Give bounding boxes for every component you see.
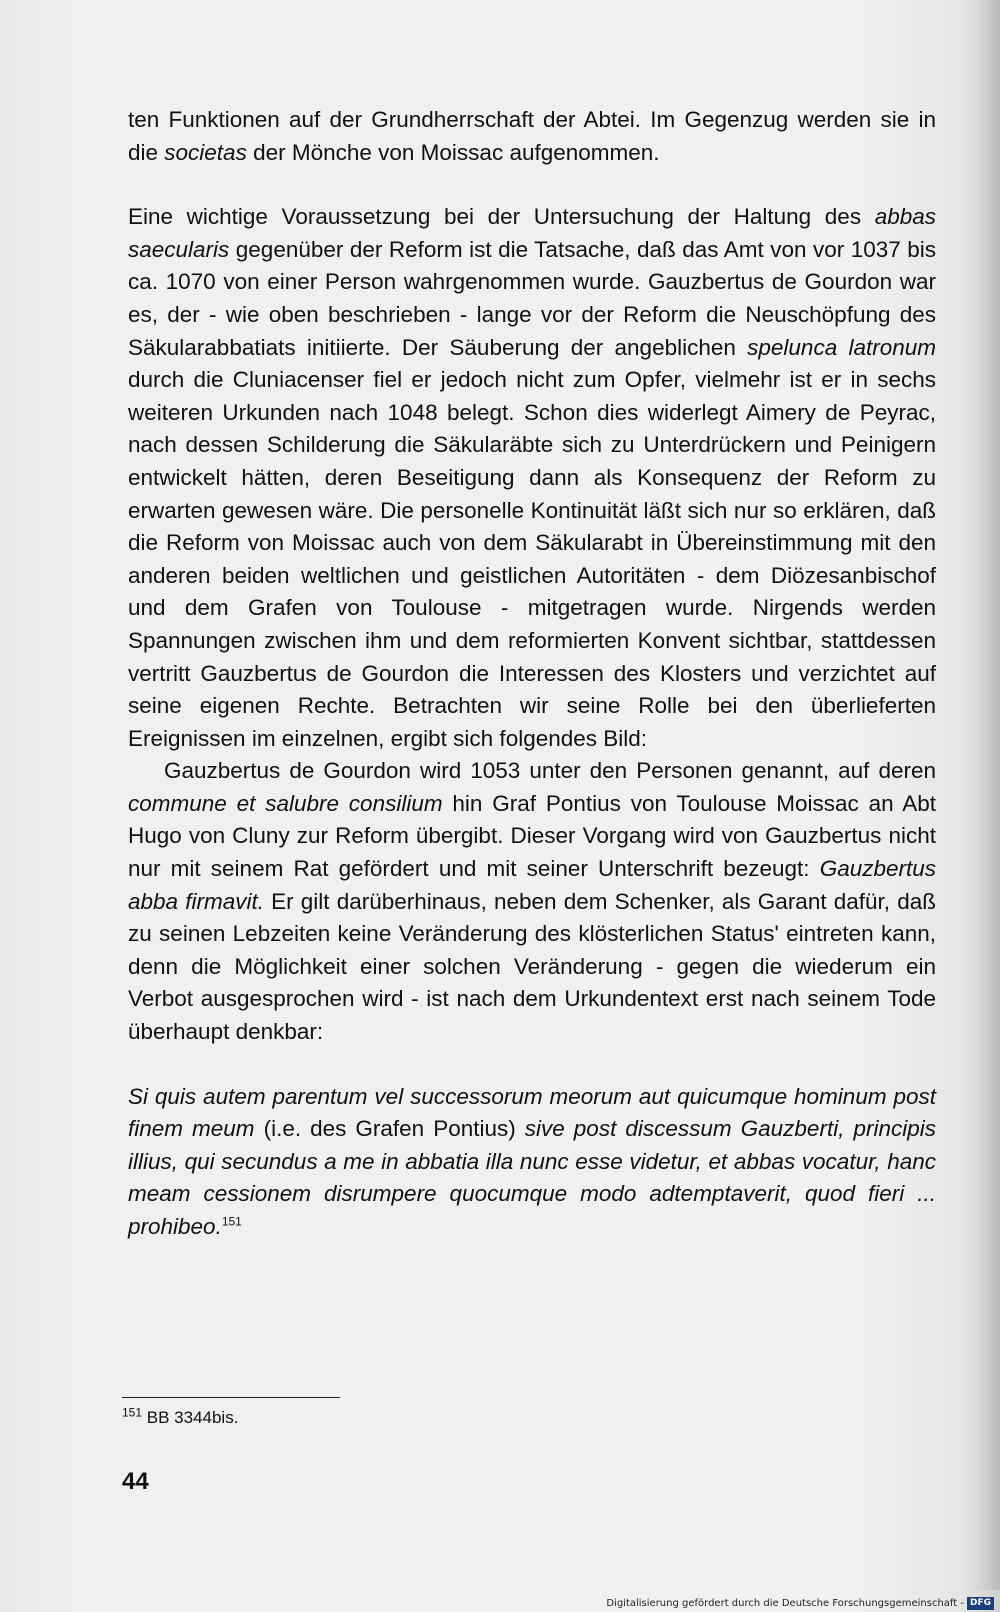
paragraph [128,201,936,755]
latin-term: commune et salubre consilium [128,790,443,816]
paragraph-continuation [128,104,936,169]
body-text [128,104,936,1244]
quote-text: Si quis autem parentum vel successorum meorum aut quicumque hominum post finem meum [128,1083,936,1142]
quote-text: sive post discessum Gauzberti, principis illius, qui secundus a me in abbatia illa nunc esse videtur, et abbas vocatur, hanc meam cessionem disrumpere quocumque modo adtemptaverit, quod fieri ... prohibeo. [128,1116,936,1239]
footnote [122,1405,239,1428]
dfg-logo: DFG [967,1597,994,1610]
credit-text: Digitalisierung gefördert durch die Deutsche Forschungsgemeinschaft - [606,1598,964,1609]
footnote-text: BB 3344bis. [142,1408,239,1427]
page-edge-shadow [972,0,1000,1590]
paragraph [128,755,936,1048]
latin-term: abbas saecularis [128,204,936,262]
page-number: 44 [122,1468,149,1495]
latin-term: spelunca latronum [747,334,936,360]
footnote-divider [122,1397,340,1398]
text-run: der Mönche von Moissac aufgenommen. [246,139,660,165]
footnote-reference[interactable]: 151 [221,1214,242,1229]
quote-gloss: (i.e. des Grafen Pontius) [254,1116,525,1142]
text-run: Er gilt darüberhinaus, neben dem Schenker, als Garant dafür, daß zu seinen Lebzeiten keine Veränderung des klösterlichen Status' eintreten kann, denn die Möglichkeit einer solchen Veränderung - gegen die wiederum ein Verbot ausgesprochen wird - ist nach dem Urkundentext erst nach seinem Tode überhaupt denkbar: [128,888,936,1045]
digitization-credit [606,1597,994,1610]
text-run: gegenüber der Reform ist die Tatsache, daß das Amt von vor 1037 bis ca. 1070 von einer Person wahrgenommen wurde. Gauzbertus de Gourdon war es, der - wie oben beschrieben - lange vor der Reform die Neuschöpfung des Säkularabbatiats initiierte. Der Säuberung der angeblichen [128,236,936,360]
latin-quotation [128,1081,936,1244]
text-run: hin Graf Pontius von Toulouse Moissac an Abt Hugo von Cluny zur Reform übergibt. Dieser Vorgang wird von Gauzbertus nicht nur mit seinem Rat gefördert und mit seiner Unterschrift bezeugt: [128,790,936,882]
text-run: Eine wichtige Voraussetzung bei der Untersuchung der Haltung des [128,204,875,230]
text-run: durch die Cluniacenser fiel er jedoch nicht zum Opfer, vielmehr ist er in sechs weiteren Urkunden nach 1048 belegt. Schon dies widerlegt Aimery de Peyrac, nach dessen Schilderung die Säkularäbte sich zu Unterdrückern und Peinigern entwickelt hätten, deren Beseitigung dann als Konsequenz der Reform zu erwarten gewesen wäre. Die personelle Kontinuität läßt sich nur so erklären, daß die Reform von Moissac auch von dem Säkularabt in Übereinstimmung mit den anderen beiden weltlichen und geistlichen Autoritäten - dem Diözesanbischof und dem Grafen von Toulouse - mitgetragen wurde. Nirgends werden Spannungen zwischen ihm und dem reformierten Konvent sichtbar, stattdessen vertritt Gauzbertus de Gourdon die Interessen des Klosters und verzichtet auf seine eigenen Rechte. Betrachten wir seine Rolle bei den überlieferten Ereignissen im einzelnen, ergibt sich folgendes Bild: [128,367,936,751]
text-run: Gauzbertus de Gourdon wird 1053 unter den Personen genannt, auf deren [164,758,936,784]
footnote-number: 151 [122,1405,143,1420]
latin-term: societas [164,139,247,165]
latin-term: Gauzbertus abba firmavit. [128,856,936,914]
text-run: ten Funktionen auf der Grundherrschaft der Abtei. Im Gegenzug werden sie in die [128,107,936,165]
